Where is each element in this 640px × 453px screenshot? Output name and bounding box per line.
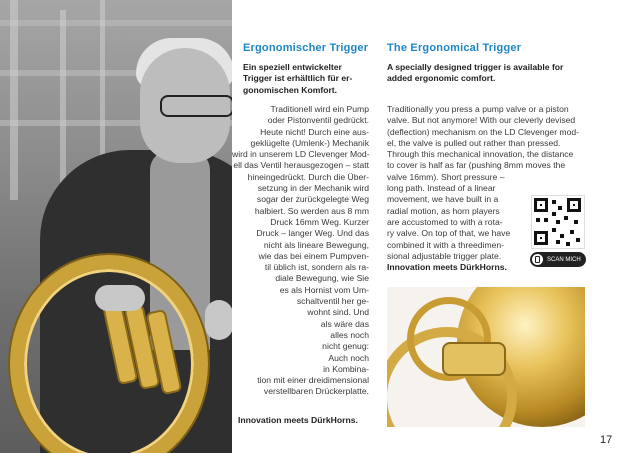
german-lead-line: Ein speziell entwickelter <box>243 62 342 72</box>
german-body-line: tion mit einer dreidimensional <box>257 375 369 386</box>
german-body-line: halbiert. So werden aus 8 mm <box>254 205 369 216</box>
german-body-line: til üblich ist, sondern als ra- <box>264 262 369 273</box>
english-lead-line: added ergonomic comfort. <box>387 73 496 84</box>
qr-module <box>556 240 560 244</box>
german-body-line: alles noch <box>330 329 369 340</box>
german-body-line: wird in unserem LD Clevenger Mod- <box>232 149 370 160</box>
german-body-line: wohnt sind. Und <box>307 307 369 318</box>
qr-module <box>574 220 578 224</box>
german-body-line: diale Bewegung, wie Sie <box>275 273 369 284</box>
german-body-line: setzung in der Mechanik wird <box>257 183 369 194</box>
qr-module <box>576 238 580 242</box>
german-body-line: Auch noch <box>328 352 369 363</box>
scan-button[interactable] <box>530 252 586 267</box>
german-body-line: ell das Ventil herausgezogen – statt <box>233 160 369 171</box>
qr-module <box>552 212 556 216</box>
german-body-line: geklügelte (Umlenk-) Mechanik <box>250 137 369 148</box>
english-body-line: combined it with a threedimen- <box>387 239 505 250</box>
english-body-line: long path. Instead of a linear <box>387 183 496 194</box>
english-body-line: to cover is half as far (pushing 8mm moves the <box>387 160 566 171</box>
qr-module <box>544 218 548 222</box>
german-body-line: oder Pistonventil gedrückt. <box>267 115 369 126</box>
german-body-line: Traditionell wird ein Pump <box>270 104 369 114</box>
english-body-line: valve. But not anymore! With our cleverly devised <box>387 115 576 126</box>
english-body-line: valve 16mm). Short pressure – <box>387 171 505 182</box>
german-body-line: hineingedrückt. Durch die Über- <box>247 171 369 182</box>
english-body-line: el, the valve is pulled out rather than pressed. <box>387 137 561 148</box>
qr-module <box>536 218 540 222</box>
workshop-pipe <box>60 10 66 190</box>
german-body-line: Druck – langer Weg. Und das <box>256 228 369 239</box>
german-body-line: wie das bei einem Pumpven- <box>258 250 369 261</box>
horn-product-photo <box>387 287 585 427</box>
workshop-pipe <box>100 0 105 160</box>
qr-code[interactable] <box>531 195 585 249</box>
shelf <box>0 20 232 26</box>
german-lead-line: Trigger ist erhältlich für er- <box>243 73 353 84</box>
english-body-line: ry valve. On top of that, we have <box>387 228 511 239</box>
hand <box>95 285 145 311</box>
german-lead <box>243 62 368 96</box>
photo-man-with-horn <box>0 0 232 453</box>
qr-module <box>570 230 574 234</box>
english-body-line: movement, we have built in a <box>387 194 499 205</box>
english-heading: The Ergonomical Trigger <box>387 42 522 54</box>
german-body-line: es als Hornist vom Um- <box>279 284 369 295</box>
scan-button-label: SCAN MICH <box>547 256 581 263</box>
english-body-line: are accustomed to with a rota- <box>387 216 503 227</box>
qr-finder <box>567 198 581 212</box>
german-lead-line: gonomischen Komfort. <box>243 84 338 95</box>
german-body-line: sogar der zurückgelegte Weg <box>256 194 369 205</box>
german-body-line: nicht genug: <box>322 341 369 352</box>
english-body-line: radial motion, as horn players <box>387 205 500 216</box>
english-body-line: Through this mechanical innovation, the distance <box>387 149 574 160</box>
german-body-line: Druck 16mm Weg. Kurzer <box>270 216 369 227</box>
hand <box>205 300 232 340</box>
qr-finder <box>534 198 548 212</box>
qr-module <box>552 200 556 204</box>
horn-valves <box>442 342 506 376</box>
english-lead <box>387 62 615 85</box>
qr-finder <box>534 231 548 245</box>
german-body <box>232 104 369 398</box>
english-body-line: Traditionally you press a pump valve or a piston <box>387 104 569 114</box>
english-body-line: (deflection) mechanism on the LD Clevenger mod- <box>387 126 580 137</box>
qr-module <box>560 234 564 238</box>
qr-module <box>558 206 562 210</box>
german-body-line: Heute nicht! Durch eine aus- <box>260 126 369 137</box>
english-closing: Innovation meets DürkHorns. <box>387 262 507 273</box>
qr-module <box>566 242 570 246</box>
english-body-line: sional adjustable trigger plate. <box>387 250 502 261</box>
glasses <box>160 95 232 117</box>
qr-module <box>564 216 568 220</box>
german-body-line: nicht als lineare Bewegung, <box>263 239 369 250</box>
workshop-pipe <box>10 0 18 200</box>
german-body-line: in Kombina- <box>323 363 369 374</box>
german-heading: Ergonomischer Trigger <box>243 42 369 54</box>
english-lead-line: A specially designed trigger is available for <box>387 62 564 72</box>
phone-icon <box>532 254 543 265</box>
german-closing: Innovation meets DürkHorns. <box>238 415 358 425</box>
page-number: 17 <box>600 434 613 446</box>
qr-module <box>556 220 560 224</box>
german-body-line: als wäre das <box>320 318 369 329</box>
german-body-line: verstellbaren Drückerplatte. <box>263 386 369 397</box>
qr-module <box>552 228 556 232</box>
german-body-line: schaltventil her ge- <box>296 296 369 307</box>
